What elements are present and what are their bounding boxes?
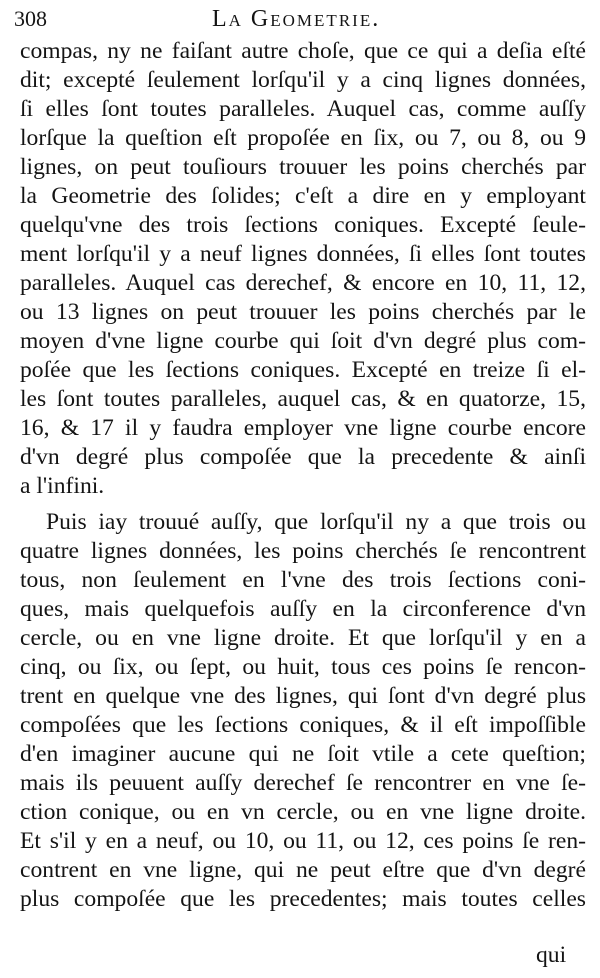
text-line: cinq, ou ſix, ou ſept, ou huit, tous ces poins ſe rencon- — [20, 654, 586, 680]
text-line: ſi elles ſont toutes paralleles. Auquel cas, comme auſſy — [20, 96, 586, 122]
text-line: cercle, ou en vne ligne droite. Et que lorſqu'il y en a — [20, 625, 586, 651]
catchword: qui — [536, 942, 567, 968]
text-line: trent en quelque vne des lignes, qui ſont d'vn degré plus — [20, 683, 586, 709]
text-line: quatre lignes données, les poins cherchés ſe rencontrent — [20, 538, 586, 564]
text-line: poſée que les ſections coniques. Excepté en treize ſi el- — [20, 357, 586, 383]
text-line: quelqu'vne des trois ſections coniques. Excepté ſeule- — [20, 212, 586, 238]
text-line: mais ils peuuent auſſy derechef ſe rencontrer en vne ſe- — [20, 770, 586, 796]
text-line: plus compoſée que les precedentes; mais toutes celles — [20, 886, 586, 912]
text-line: les ſont toutes paralleles, auquel cas, & en quatorze, 15, — [20, 386, 586, 412]
text-line: 16, & 17 il y faudra employer vne ligne courbe encore — [20, 415, 586, 441]
text-line: d'en imaginer aucune qui ne ſoit vtile a cete queſtion; — [20, 741, 586, 767]
text-line: ction conique, ou en vn cercle, ou en vne ligne droite. — [20, 799, 586, 825]
text-line: ques, mais quelquefois auſſy en la circonference d'vn — [20, 596, 586, 622]
text-line: compas, ny ne faiſant autre choſe, que ce qui a deſia eſté — [20, 38, 586, 64]
text-line: Et s'il y en a neuf, ou 10, ou 11, ou 12, ces poins ſe ren- — [20, 828, 586, 854]
page-number: 308 — [14, 6, 47, 31]
text-line: paralleles. Auquel cas derechef, & encore en 10, 11, 12, — [20, 270, 586, 296]
text-line: lorſque la queſtion eſt propoſée en ſix, ou 7, ou 8, ou 9 — [20, 125, 586, 151]
text-line: a l'infini. — [20, 473, 105, 499]
running-title: La Geometrie. — [212, 6, 381, 32]
text-line: ou 13 lignes on peut trouuer les poins cherchés par le — [20, 299, 586, 325]
text-line: compoſées que les ſections coniques, & il eſt impoſſible — [20, 712, 586, 738]
text-line: tous, non ſeulement en l'vne des trois ſections coni- — [20, 567, 586, 593]
text-line: moyen d'vne ligne courbe qui ſoit d'vn degré plus com- — [20, 328, 586, 354]
text-line: d'vn degré plus compoſée que la precedente & ainſi — [20, 444, 586, 470]
paragraph-first-line: Puis iay trouué auſſy, que lorſqu'il ny a que trois ou — [46, 509, 586, 535]
text-line: la Geometrie des ſolides; c'eſt a dire en y employant — [20, 183, 586, 209]
text-line: dit; excepté ſeulement lorſqu'il y a cinq lignes données, — [20, 67, 586, 93]
text-line: ment lorſqu'il y a neuf lignes données, ſi elles ſont toutes — [20, 241, 586, 267]
text-line: lignes, on peut touſiours trouuer les poins cherchés par — [20, 154, 586, 180]
text-line: contrent en vne ligne, qui ne peut eſtre que d'vn degré — [20, 857, 586, 883]
